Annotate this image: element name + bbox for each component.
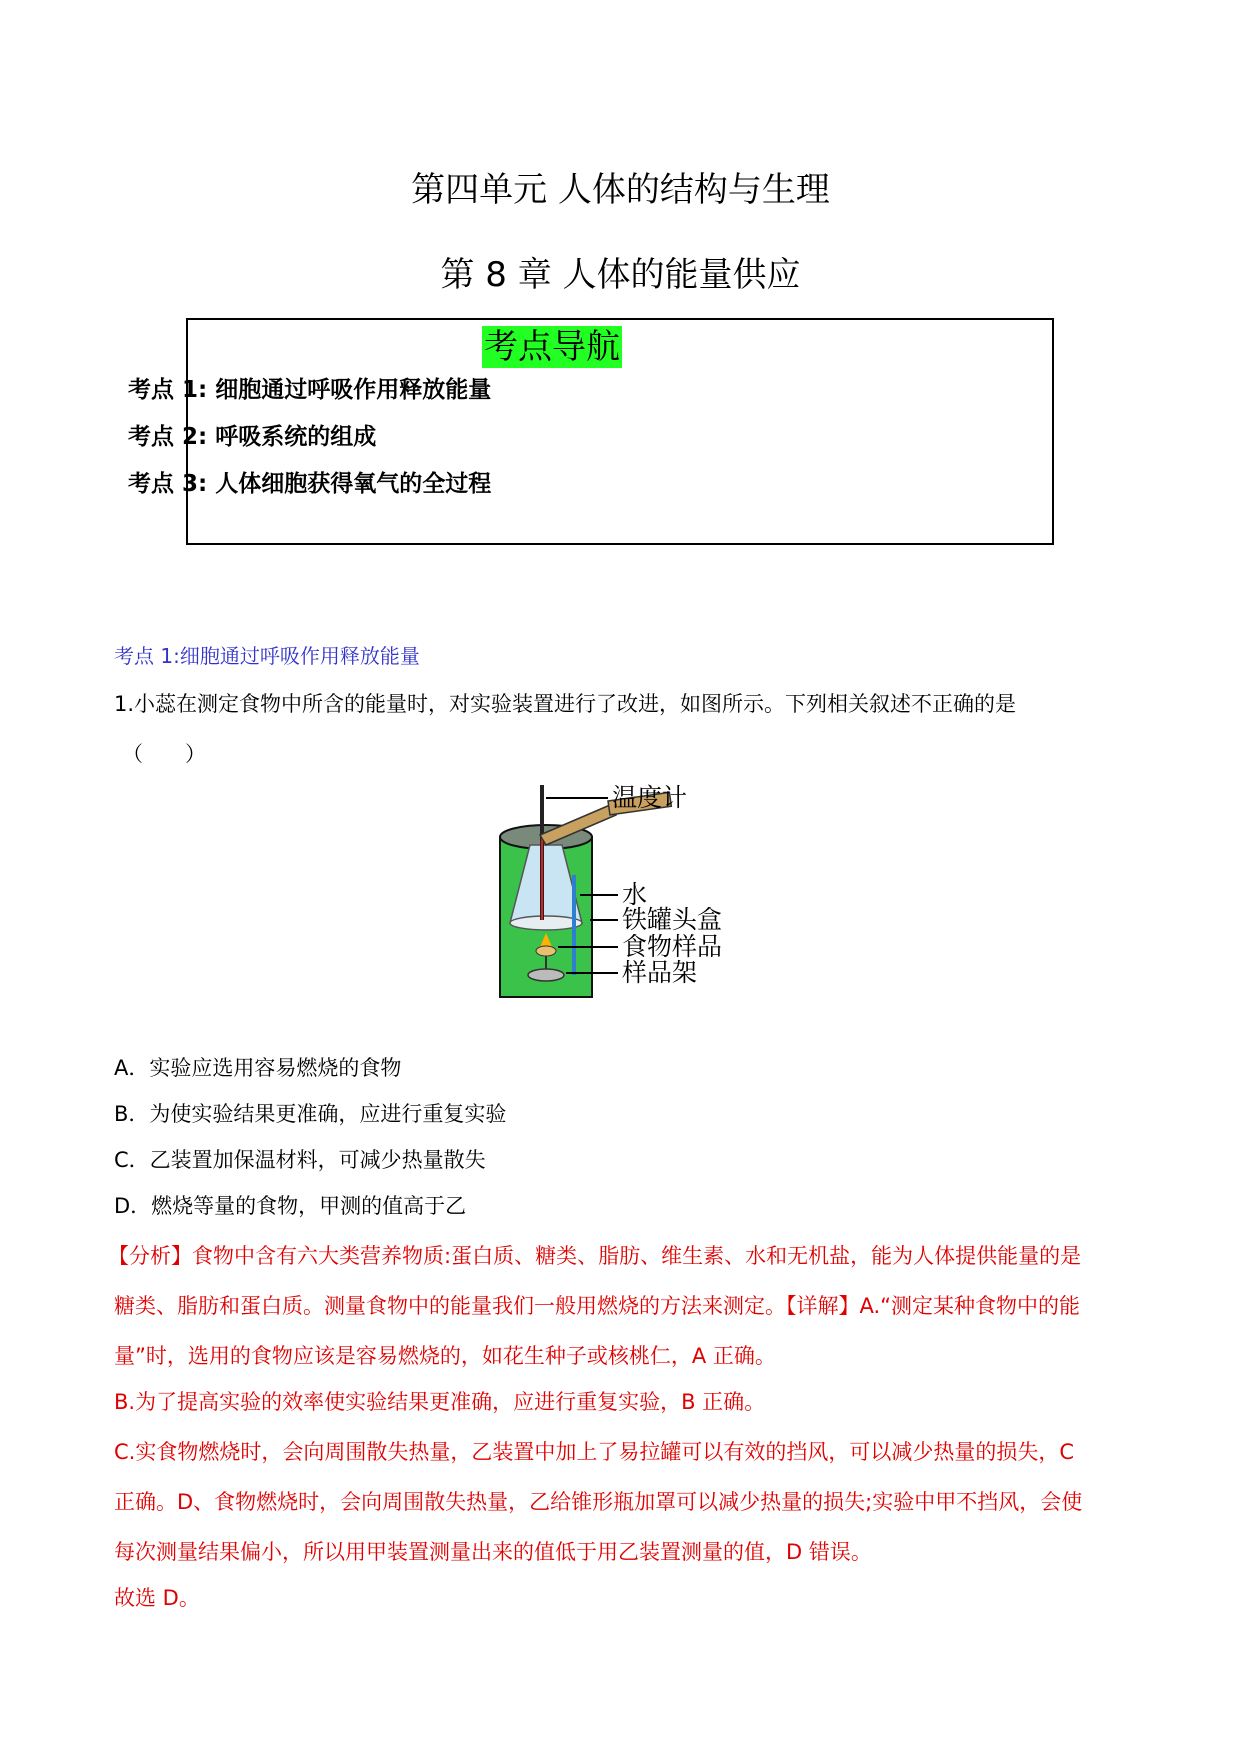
nav-heading: 考点导航 [484,327,620,367]
question-stem-line2: （ ） [122,742,206,766]
nav-item-3: 考点 3: 人体细胞获得氧气的全过程 [128,471,492,497]
sample-rack [528,969,564,981]
answer-line-1: 【分析】食物中含有六大类营养物质:蛋白质、糖类、脂肪、维生素、水和无机盐，能为人体提供能量的是 [108,1244,1082,1268]
food-sample [536,946,556,956]
figure-label-thermometer: 温度计 [612,783,688,812]
chapter-title: 第 8 章 人体的能量供应 [440,255,801,295]
question-stem-line1: 1.小蕊在测定食物中所含的能量时，对实验装置进行了改进，如图所示。下列相关叙述不正确的是 [114,692,1017,716]
answer-line-8: 故选 D。 [114,1586,200,1610]
figure-label-food: 食物样品 [622,932,723,961]
figure-label-water: 水 [622,880,648,909]
answer-line-3: 量”时，选用的食物应该是容易燃烧的，如花生种子或核桃仁，A 正确。 [114,1344,776,1368]
nav-item-1: 考点 1: 细胞通过呼吸作用释放能量 [128,377,492,403]
figure-label-can: 铁罐头盒 [622,905,723,934]
answer-line-4: B.为了提高实验的效率使实验结果更准确，应进行重复实验，B 正确。 [114,1390,766,1414]
nav-item-2: 考点 2: 呼吸系统的组成 [128,424,377,450]
option-a: A．实验应选用容易燃烧的食物 [114,1056,402,1080]
option-b: B．为使实验结果更准确，应进行重复实验 [114,1102,507,1126]
apparatus-figure [490,775,760,1010]
figure-label-rack: 样品架 [622,958,698,987]
option-d: D．燃烧等量的食物，甲测的值高于乙 [114,1194,467,1218]
answer-line-2: 糖类、脂肪和蛋白质。测量食物中的能量我们一般用燃烧的方法来测定。【详解】A.“测定某种食物中的能 [114,1294,1081,1318]
answer-line-6: 正确。D、食物燃烧时，会向周围散失热量，乙给锥形瓶加罩可以减少热量的损失;实验中甲不挡风，会使 [114,1490,1083,1514]
answer-line-5: C.实食物燃烧时，会向周围散失热量，乙装置中加上了易拉罐可以有效的挡风，可以减少热量的损失，C [114,1440,1074,1464]
unit-title: 第四单元 人体的结构与生理 [411,170,830,210]
answer-line-7: 每次测量结果偏小，所以用甲装置测量出来的值低于用乙装置测量的值，D 错误。 [114,1540,872,1564]
section-label: 考点 1:细胞通过呼吸作用释放能量 [114,644,420,668]
option-c: C．乙装置加保温材料，可减少热量散失 [114,1148,486,1172]
